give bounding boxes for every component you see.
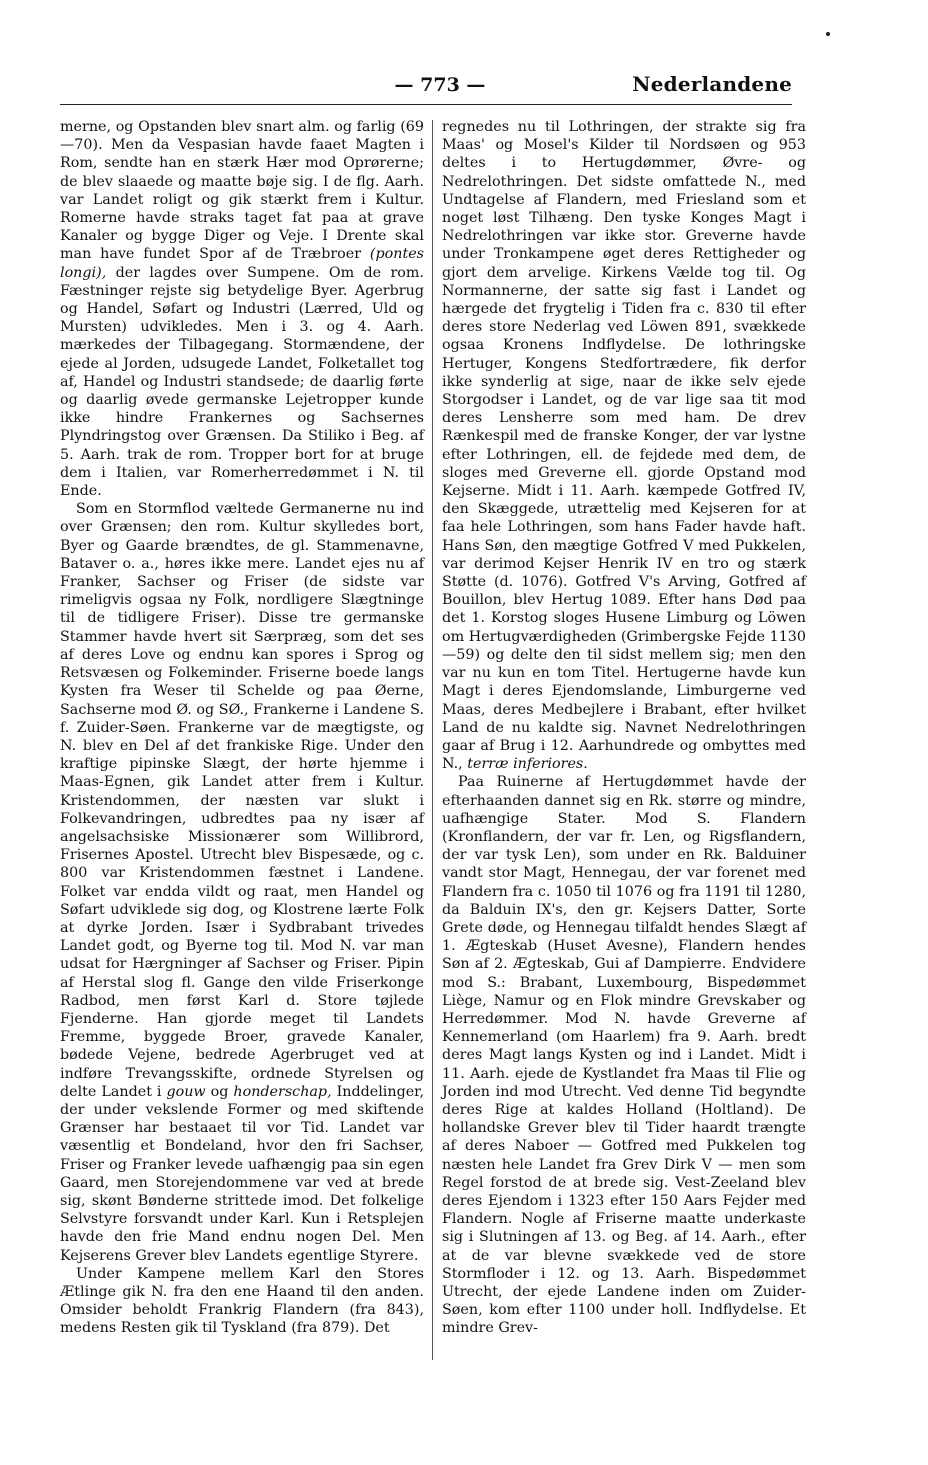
italic-term: terræ inferiores. bbox=[467, 756, 588, 773]
paragraph-text: Under Kampene mellem Karl den Stores Ætlinge gik N. fra den ene Haand til den anden. Omsider beholdt Frankrig Flandern (fra 843), medens Resten gik til Tyskland (fra 879). Det bbox=[60, 1265, 424, 1337]
column-divider bbox=[432, 120, 433, 1360]
page-header bbox=[60, 70, 792, 105]
print-speck bbox=[826, 32, 830, 36]
paragraph-text: Inddelinger, der under vekslende Former og med skiftende Grænser har bestaaet til vor Tid. Landet var væsentlig et Bondeland, hvor den fri Sachser, Friser og Franker levede uafhængig paa sin egen Gaard, men Storejendommene var ved at brede sig, skønt Bønderne strittede imod. Det folkelige Selvstyre forsvandt under Karl. Kun i Retsplejen havde den frie Mand endnu nogen Del. Men Kejserens Grever blev Landets egentlige Styrere. bbox=[60, 1083, 424, 1264]
left-column bbox=[60, 118, 424, 1338]
italic-term: gouw bbox=[166, 1083, 206, 1100]
paragraph bbox=[442, 773, 806, 1337]
paragraph bbox=[442, 118, 806, 773]
paragraph-text: merne, og Opstanden blev snart alm. og farlig (69—70). Men da Vespasian havde faaet Magten i Rom, sendte han en stærk Hær mod Oprørerne; de blev slaaede og maatte bøje sig. I de flg. Aarh. var Landet roligt og gik stærkt frem i Kultur. Romerne havde straks taget fat paa at grave Kanaler og bygge Diger og Veje. I Drente skal man have fundet Spor af de Træbroer bbox=[60, 119, 424, 263]
paragraph bbox=[60, 1265, 424, 1338]
paragraph-text: Som en Stormflod væltede Germanerne nu ind over Grænsen; den rom. Kultur skylledes bort, Byer og Gaarde brændtes, de gl. Stammenavne, Bataver o. a., høres ikke mere. Landet ejes nu af Franker, Sachser og Friser (de sidste var rimeligvis ogsaa ny Folk, nordligere Slægtninge til de tidligere Friser). Disse tre germanske Stammer havde hvert sit Særpræg, som det ses af deres Love og endnu kan spores i Sprog og Retsvæsen og Folkeminder. Friserne boede langs Kysten fra Weser til Schelde og paa Øerne, Sachserne mod Ø. og SØ., Frankerne i Landene S. f. Zuider-Søen. Frankerne var de mægtigste, og N. blev en Del af det frankiske Rige. Under den kraftige pipinske Slægt, der hørte hjemme i Maas-Egnen, gik Landet atter frem i Kultur. Kristendommen, der næsten var slukt i Folkevandringen, udbredtes paa ny især af angelsachsiske Missionærer som Willibrord, Frisernes Apostel. Utrecht blev Bispesæde, og c. 800 var Kristendommen fæstnet i Landene. Folket var endda vildt og raat, men Handel og Søfart udviklede sig dog, og Klostrene lærte Folk at dyrke Jorden. Især i Sydbrabant trivedes Landet godt, og Byerne tog til. Mod N. var man udsat for Hærgninger af Sachser og Friser. Pipin af Herstal slog fl. Gange den vilde Friserkonge Radbod, men først Karl d. Store tøjlede Fjenderne. Han gjorde meget til Landets Fremme, byggede Broer, gravede Kanaler, bødede Vejene, bedrede Agerbruget ved at indføre Trevangsskifte, ordnede Styrelsen og delte Landet i bbox=[60, 501, 424, 1100]
right-column bbox=[442, 118, 806, 1338]
paragraph bbox=[60, 500, 424, 1265]
paragraph-text: regnedes nu til Lothringen, der strakte sig fra Maas' og Mosel's Kilder til Nordsøen og 953 deltes i to Hertugdømmer, Øvre- og Nedrelothringen. Det sidste omfattede N., med Undtagelse af Flandern, med Friesland som et noget løst Tilhæng. Den tyske Konges Magt i Nedrelothringen var ikke stor. Greverne havde under Tronkampene øget deres Rettigheder og gjort dem arvelige. Kirkens Vælde tog til. Og Normannerne, der satte sig fast i Landet og hærgede det frygtelig i Tiden fra c. 830 til efter deres store Nederlag ved Löwen 891, svækkede ogsaa Kronens Indflydelse. De lothringske Hertuger, Kongens Stedfortrædere, fik derfor ikke synderlig at sige, naar de ikke selv ejede Storgodser i Landet, og de var lige saa tit mod deres Lensherre som med ham. De drev Rænkespil med de franske Konger, der var lystne efter Lothringen, ell. de fejdede med dem, de sloges med Greverne ell. gjorde Opstand mod Kejserne. Midt i 11. Aarh. kæmpede Gotfred IV, den Skæggede, utrættelig med Kejseren for at faa hele Lothringen, som hans Fader havde haft. Hans Søn, den mægtige Gotfred V med Pukkelen, var derimod Kejser Henrik IV en tro og stærk Støtte (d. 1076). Gotfred V's Arving, Gotfred af Bouillon, blev Hertug 1089. Efter hans Død paa det 1. Korstog sloges Husene Limburg og Löwen om Hertugværdigheden (Grimbergske Fejde 1130—59) og delte den til sidst mellem sig; men den var nu kun en tom Titel. Hertugerne havde kun Magt i deres Ejendomslande, Limburgerne ved Maas, deres Medbejlere i Brabant, efter hvilket Land de nu kaldte sig. Navnet Nedrelothringen gaar af Brug i 12. Aarhundrede og ombyttes med N., bbox=[442, 119, 806, 773]
page-number: — 773 — bbox=[394, 74, 486, 96]
paragraph bbox=[60, 118, 424, 500]
running-title: Nederlandene bbox=[632, 72, 792, 96]
paragraph-text: og bbox=[210, 1083, 229, 1100]
paragraph-text: der lagdes over Sumpene. Om de rom. Fæstninger rejste sig betydelige Byer. Agerbrug og Handel, Søfart og Industri (Lærred, Uld og Mursten) udvikledes. Men i 3. og 4. Aarh. mærkedes der Tilbagegang. Stormændene, der ejede al Jorden, udsugede Landet, Folketallet tog af, Handel og Industri standsede; de daarlig førte og daarlig øvede germanske Lejetropper kunde ikke hindre Frankernes og Sachsernes Plyndringstog over Grænsen. Da Stiliko i Beg. af 5. Aarh. trak de rom. Tropper bort for at bruge dem i Italien, var Romerherredømmet i N. til Ende. bbox=[60, 264, 424, 500]
italic-term: (pontes longi), bbox=[60, 246, 424, 281]
paragraph-text: Paa Ruinerne af Hertugdømmet havde der efterhaanden dannet sig en Rk. større og mindre, uafhængige Stater. Mod S. Flandern (Kronflandern, der var fr. Len, og Rigsflandern, der var tysk Len), som under en Rk. Balduiner vandt stor Magt, Hennegau, der var forenet med Flandern fra c. 1050 til 1076 og fra 1191 til 1280, da Balduin IX's, den gr. Kejsers Datter, Sorte Grete døde, og Hennegau tilfaldt hendes Slægt af 1. Ægteskab (Huset Avesne), Flandern hendes Søn af 2. Ægteskab, Gui af Dampierre. Endvidere mod S.: Brabant, Luxembourg, Bispedømmet Liège, Namur og en Flok mindre Grevskaber og Herredømmer. Mod N. havde Greverne af Kennemerland (om Haarlem) fra 9. Aarh. bredt deres Magt langs Kysten og ind i Landet. Midt i 11. Aarh. ejede de Kystlandet fra Maas til Flie og Jorden ind mod Utrecht. Ved denne Tid begyndte deres Rige at kaldes Holland (Holtland). De hollandske Grever blev til Tider haardt trængte af deres Naboer — Gotfred med Pukkelen tog næsten hele Landet fra Grev Dirk V — men som Regel forstod de at brede sig. Vest-Zeeland blev deres Ejendom i 1323 efter 150 Aars Fejder med Flandern. Nogle af Friserne maatte underkaste sig i Slutningen af 13. og Beg. af 14. Aarh., efter at de var blevne svækkede ved de store Stormfloder i 12. og 13. Aarh. Bispedømmet Utrecht, der ejede Landene inden om Zuider-Søen, kom efter 1100 under holl. Indflydelse. Et mindre Grev- bbox=[442, 774, 806, 1337]
italic-term: honderschap, bbox=[233, 1083, 332, 1100]
